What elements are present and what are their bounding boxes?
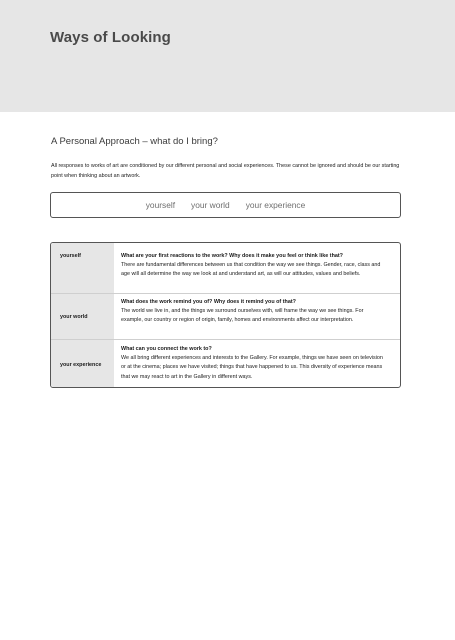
theme-yourself: yourself bbox=[145, 200, 176, 210]
table-row bbox=[51, 339, 400, 388]
questions-table bbox=[50, 242, 401, 388]
row-body bbox=[114, 294, 400, 339]
row-body bbox=[114, 340, 400, 388]
themes-box bbox=[50, 192, 401, 218]
row-question: What does the work remind you of? Why does it remind you of that? bbox=[121, 299, 296, 305]
row-body bbox=[114, 243, 400, 293]
row-question: What can you connect the work to? bbox=[121, 346, 212, 352]
table-row bbox=[51, 243, 400, 293]
row-answer: We all bring different experiences and interests to the Gallery. For example, things we have seen on television or at the cinema; places we have visited; things that have happened to us. This diversity of experience means that we may react to art in the Gallery in different ways. bbox=[121, 355, 383, 380]
row-question: What are your first reactions to the work? Why does it make you feel or think like that? bbox=[121, 253, 343, 259]
header-band bbox=[0, 0, 455, 112]
row-label: your world bbox=[51, 294, 114, 339]
row-label: yourself bbox=[51, 243, 114, 293]
theme-your-world: your world bbox=[191, 200, 230, 210]
page-title: Ways of Looking bbox=[50, 29, 171, 46]
row-label: your experience bbox=[51, 340, 114, 388]
row-answer: There are fundamental differences between us that condition the way we see things. Gender, race, class and age will all determine the way we look at and understand art, as will our attitudes, values and beliefs. bbox=[121, 262, 381, 278]
row-answer: The world we live in, and the things we surround ourselves with, will frame the way we see things. For example, our country or region of origin, family, homes and environments affect our interpretation. bbox=[121, 308, 364, 324]
table-row bbox=[51, 293, 400, 339]
theme-your-experience: your experience bbox=[245, 200, 306, 210]
intro-paragraph: All responses to works of art are conditioned by our different personal and social experiences. These cannot be ignored and should be our starting point when thinking about an artwork. bbox=[51, 163, 400, 179]
section-heading: A Personal Approach – what do I bring? bbox=[51, 136, 218, 147]
